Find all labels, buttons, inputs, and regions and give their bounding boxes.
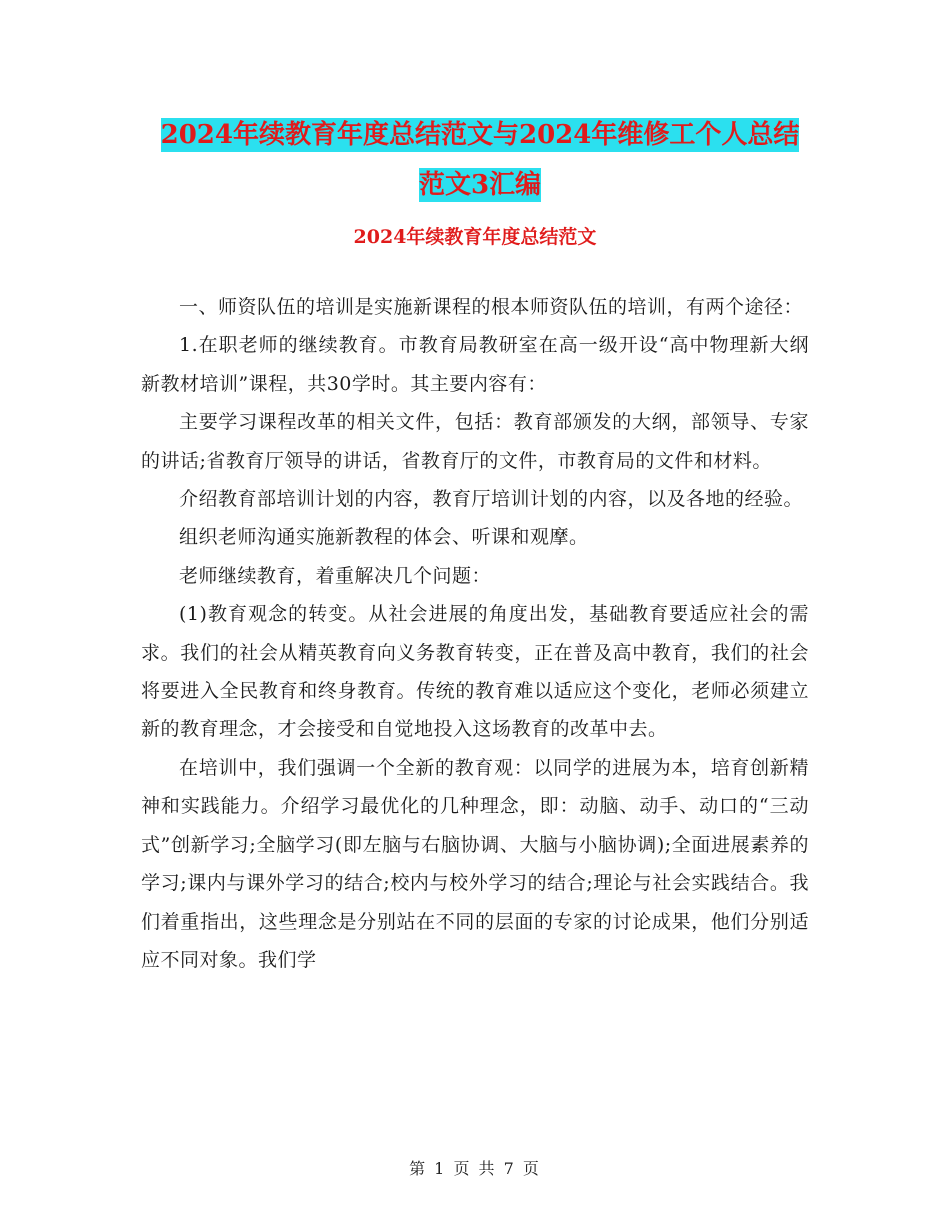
paragraph: 组织老师沟通实施新教程的体会、听课和观摩。 — [179, 526, 589, 549]
paragraph: 主要学习课程改革的相关文件，包括：教育部颁发的大纲，部领导、专家的讲话;省教育厅领导的讲话，省教育厅的文件，市教育局的文件和材料。 — [141, 411, 809, 472]
paragraph: 在培训中，我们强调一个全新的教育观：以同学的进展为本，培育创新精神和实践能力。介绍学习最优化的几种理念，即：动脑、动手、动口的“三动式”创新学习;全脑学习(即左脑与右脑协调、大脑与小脑协调);全面进展素养的学习;课内与课外学习的结合;校内与校外学习的结合;理论与社会实践结合。我们着重指出，这些理念是分别站在不同的层面的专家的讨论成果，他们分别适应不同对象。我们学 — [141, 756, 809, 971]
section-heading: 2024年续教育年度总结范文 — [353, 226, 597, 248]
paragraph: (1)教育观念的转变。从社会进展的角度出发，基础教育要适应社会的需求。我们的社会从精英教育向义务教育转变，正在普及高中教育，我们的社会将要进入全民教育和终身教育。传统的教育难以适应这个变化，老师必须建立新的教育理念，才会接受和自觉地投入这场教育的改革中去。 — [141, 603, 809, 741]
paragraph: 一、师资队伍的培训是实施新课程的根本师资队伍的培训，有两个途径： — [179, 296, 804, 318]
document-title — [140, 110, 820, 210]
title-line-1: 2024年续教育年度总结范文与2024年维修工个人总结 — [160, 120, 800, 150]
page-footer: 第 1 页 共 7 页 — [409, 1159, 541, 1178]
paragraph: 介绍教育部培训计划的内容，教育厅培训计划的内容，以及各地的经验。 — [179, 488, 804, 511]
paragraph: 1.在职老师的继续教育。市教育局教研室在高一级开设“高中物理新大纲新教材培训”课程，共30学时。其主要内容有： — [141, 334, 809, 395]
title-line-2: 范文3汇编 — [418, 170, 542, 200]
paragraph: 老师继续教育，着重解决几个问题： — [179, 564, 492, 587]
document-body — [141, 288, 809, 979]
